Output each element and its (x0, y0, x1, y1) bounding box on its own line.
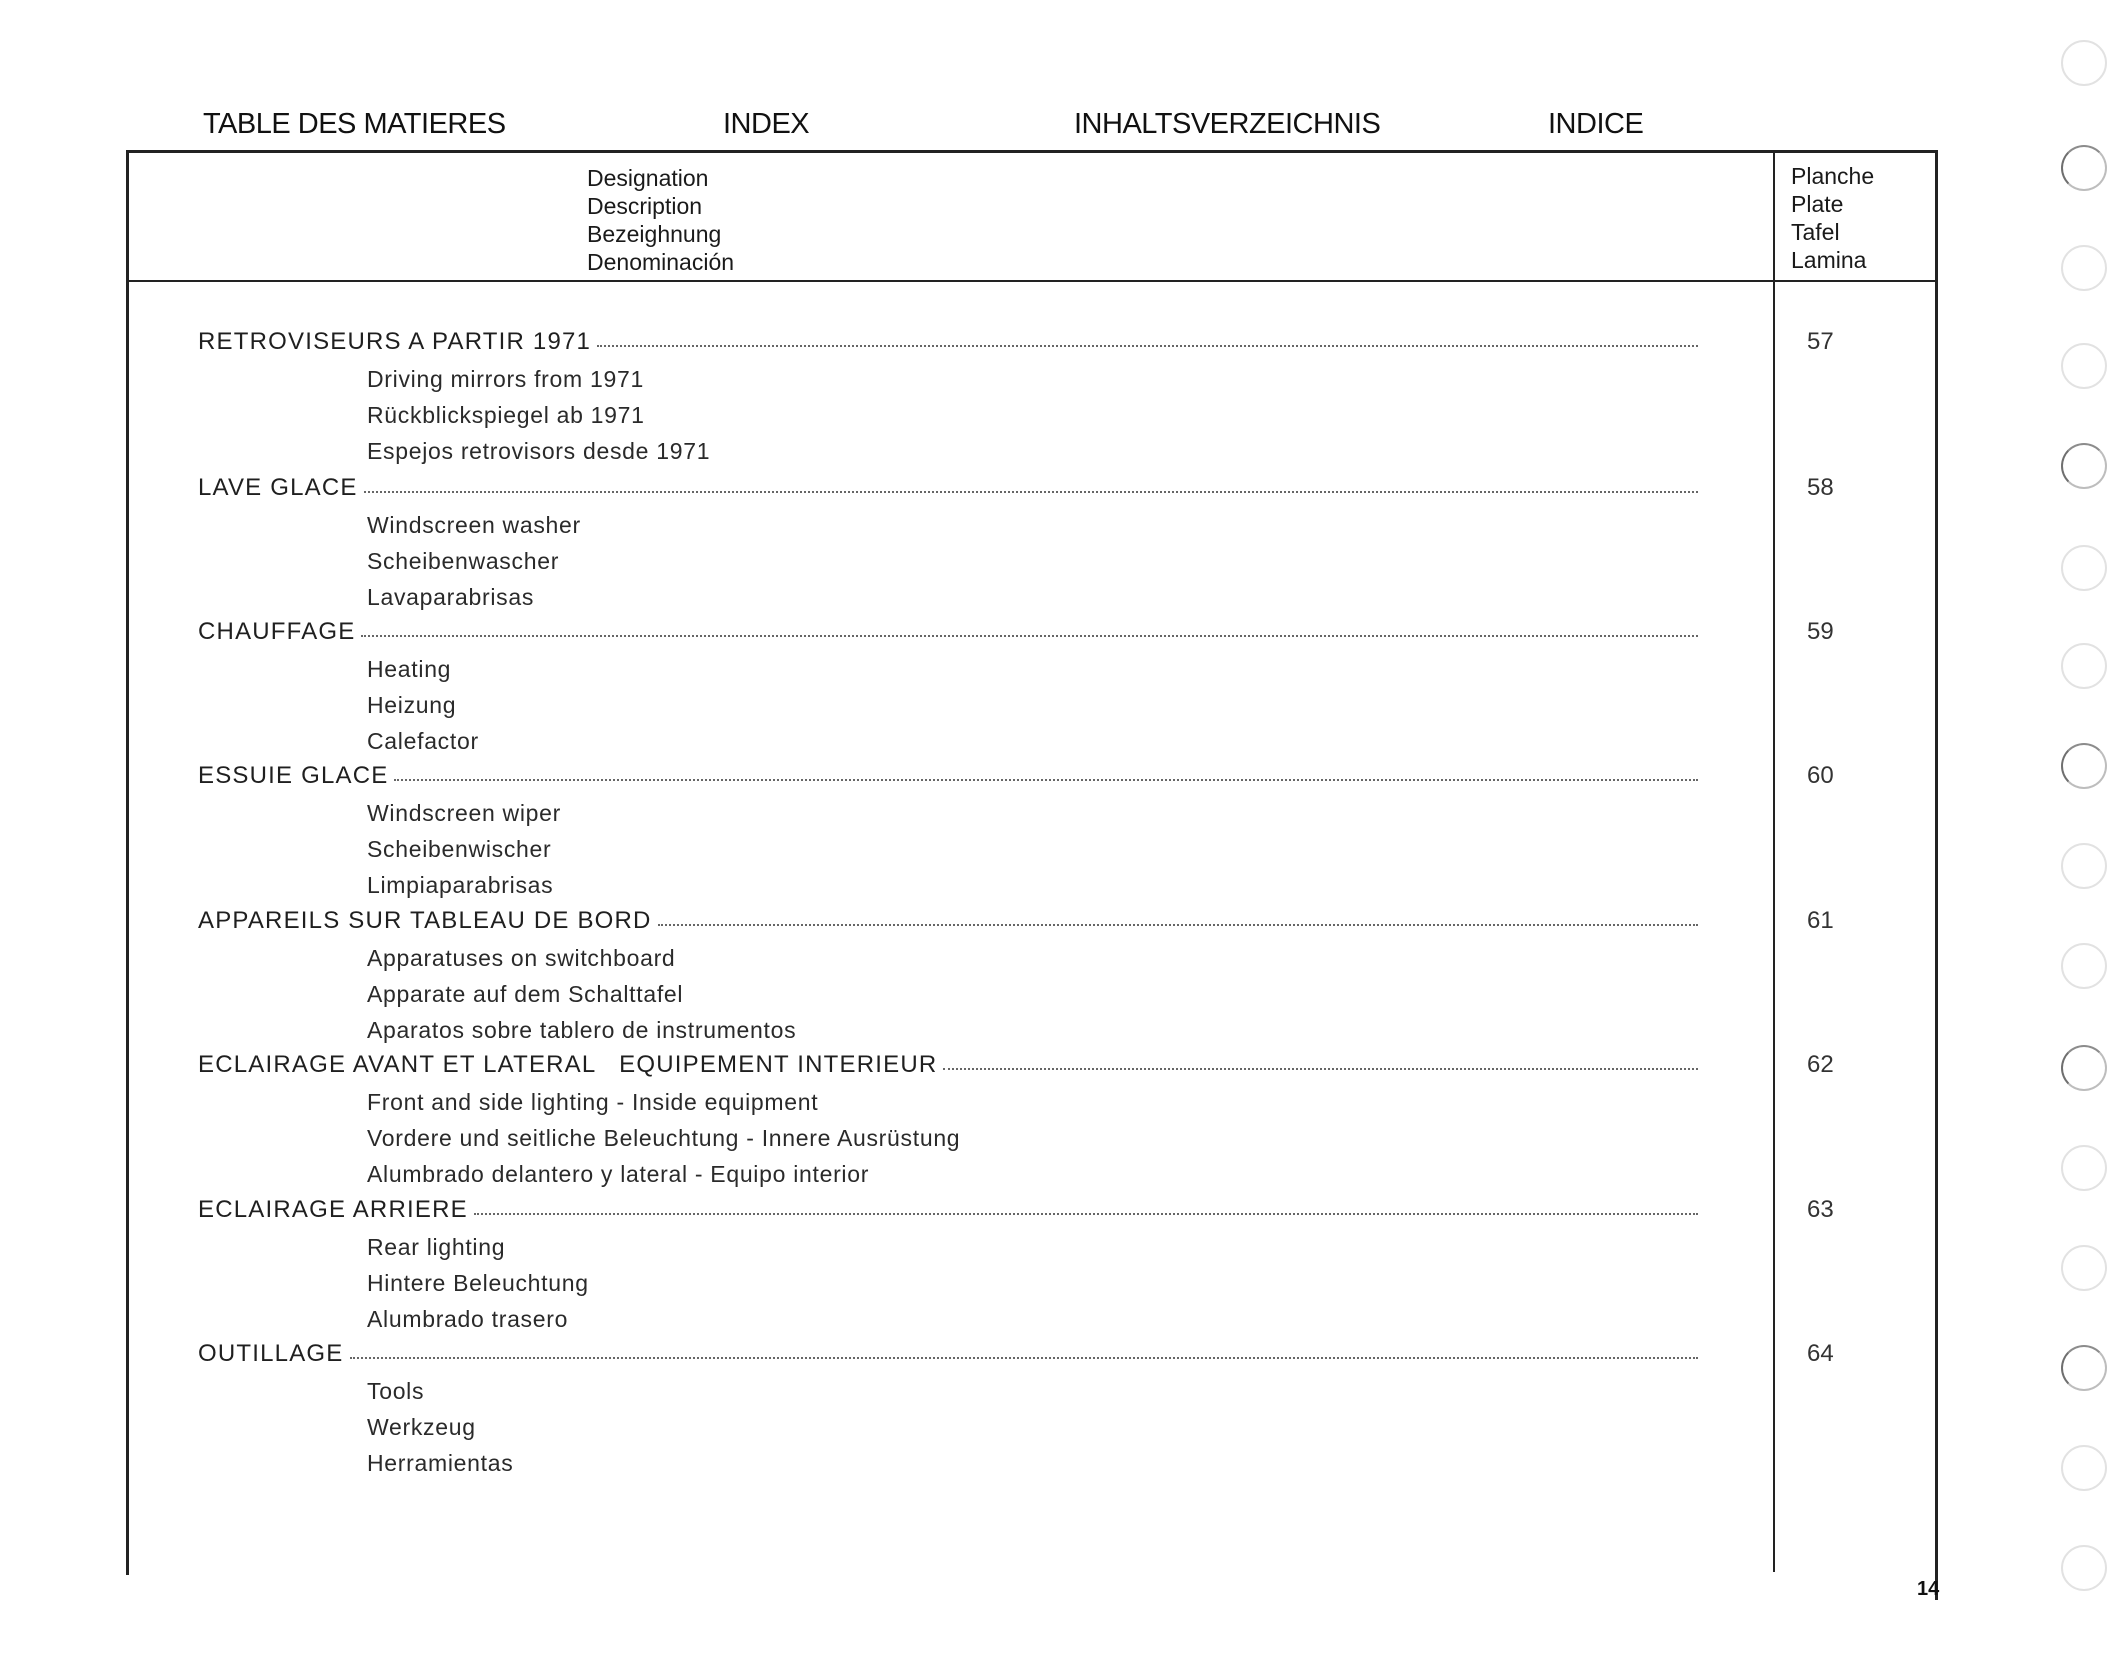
entry-subtitle-es: Herramientas (367, 1450, 514, 1476)
entry-subtitle-es: Alumbrado delantero y lateral - Equipo interior (367, 1161, 870, 1187)
binder-hole (2061, 1445, 2107, 1491)
designation-column-heading (587, 164, 734, 276)
entry-plate-number: 59 (1807, 618, 1834, 645)
heading-designation: Designation (587, 165, 709, 191)
entry-title: ESSUIE GLACE (198, 762, 389, 789)
entry-subtitle-de: Heizung (367, 692, 457, 718)
entry-subtitle-es: Espejos retrovisors desde 1971 (367, 438, 711, 464)
entry-title: RETROVISEURS A PARTIR 1971 (198, 328, 592, 355)
dot-leader (943, 1050, 1698, 1070)
dot-leader (597, 327, 1698, 347)
heading-plate: Plate (1791, 191, 1844, 217)
dot-leader (474, 1195, 1698, 1215)
entry-title: OUTILLAGE (198, 1340, 344, 1367)
entry-subtitle-de: Apparate auf dem Schalttafel (367, 981, 684, 1007)
table-right-rule (1935, 150, 1938, 1600)
entry-plate-number: 63 (1807, 1196, 1834, 1223)
binder-hole (2061, 343, 2107, 389)
heading-tafel: Tafel (1791, 219, 1840, 245)
plate-column-heading (1791, 162, 1874, 274)
binder-hole (2061, 1145, 2107, 1191)
entry-plate-number: 57 (1807, 328, 1834, 355)
entry-subtitle-en: Rear lighting (367, 1234, 506, 1260)
entry-subtitle-en: Windscreen washer (367, 512, 581, 538)
entry-main-row (198, 1051, 1698, 1087)
table-top-rule (126, 150, 1938, 153)
table-left-rule (126, 150, 129, 1575)
entry-subtitle-en: Tools (367, 1378, 425, 1404)
plate-column-rule (1773, 152, 1775, 1572)
table-head-rule (126, 280, 1938, 282)
entry-subtitle-es: Calefactor (367, 728, 479, 754)
entry-subtitle-en: Front and side lighting - Inside equipment (367, 1089, 819, 1115)
entry-plate-number: 62 (1807, 1051, 1834, 1078)
binder-hole (2061, 943, 2107, 989)
heading-denominacion: Denominación (587, 249, 735, 275)
entry-subtitle-de: Vordere und seitliche Beleuchtung - Innere Ausrüstung (367, 1125, 961, 1151)
entry-main-row (198, 618, 1698, 654)
binder-hole (2061, 40, 2107, 86)
dot-leader (658, 906, 1698, 926)
binder-hole (2061, 1045, 2107, 1091)
entry-main-row (198, 328, 1698, 364)
binder-hole (2061, 443, 2107, 489)
dot-leader (394, 761, 1698, 781)
entry-subtitle-en: Driving mirrors from 1971 (367, 366, 644, 392)
entry-title: CHAUFFAGE (198, 618, 356, 645)
entry-plate-number: 58 (1807, 474, 1834, 501)
entry-main-row (198, 907, 1698, 943)
binder-hole (2061, 843, 2107, 889)
entry-plate-number: 64 (1807, 1340, 1834, 1367)
page-number: 14 (1917, 1578, 1940, 1600)
binder-hole (2061, 1245, 2107, 1291)
binder-hole (2061, 643, 2107, 689)
heading-description: Description (587, 193, 703, 219)
entry-main-row (198, 1340, 1698, 1376)
entry-main-row (198, 762, 1698, 798)
dot-leader (361, 617, 1698, 637)
header-title-de: INHALTSVERZEICHNIS (1074, 108, 1381, 140)
entry-subtitle-es: Aparatos sobre tablero de instrumentos (367, 1017, 797, 1043)
header-title-fr: TABLE DES MATIERES (203, 108, 506, 140)
entry-subtitle-de: Scheibenwascher (367, 548, 560, 574)
entry-main-row (198, 474, 1698, 510)
entry-subtitle-de: Rückblickspiegel ab 1971 (367, 402, 645, 428)
dot-leader (364, 473, 1698, 493)
entry-plate-number: 60 (1807, 762, 1834, 789)
binder-hole (2061, 545, 2107, 591)
entry-subtitle-en: Heating (367, 656, 452, 682)
entry-subtitle-es: Lavaparabrisas (367, 584, 535, 610)
entry-subtitle-en: Windscreen wiper (367, 800, 561, 826)
entry-title: LAVE GLACE (198, 474, 358, 501)
dot-leader (350, 1339, 1698, 1359)
entry-subtitle-es: Limpiaparabrisas (367, 872, 554, 898)
entry-subtitle-de: Hintere Beleuchtung (367, 1270, 589, 1296)
heading-lamina: Lamina (1791, 247, 1867, 273)
header-title-en: INDEX (723, 108, 810, 140)
binder-hole (2061, 743, 2107, 789)
entry-title: ECLAIRAGE ARRIERE (198, 1196, 468, 1223)
entry-title: APPAREILS SUR TABLEAU DE BORD (198, 907, 652, 934)
binder-hole (2061, 1345, 2107, 1391)
heading-planche: Planche (1791, 163, 1875, 189)
entry-subtitle-de: Scheibenwischer (367, 836, 552, 862)
entry-subtitle-en: Apparatuses on switchboard (367, 945, 676, 971)
entry-plate-number: 61 (1807, 907, 1834, 934)
entry-subtitle-es: Alumbrado trasero (367, 1306, 569, 1332)
entry-subtitle-de: Werkzeug (367, 1414, 476, 1440)
entry-title: ECLAIRAGE AVANT ET LATERAL EQUIPEMENT INTERIEUR (198, 1051, 938, 1078)
binder-hole (2061, 145, 2107, 191)
binder-hole (2061, 1545, 2107, 1591)
header-title-es: INDICE (1548, 108, 1644, 140)
binder-hole (2061, 245, 2107, 291)
heading-bezeichnung: Bezeighnung (587, 221, 722, 247)
entry-main-row (198, 1196, 1698, 1232)
